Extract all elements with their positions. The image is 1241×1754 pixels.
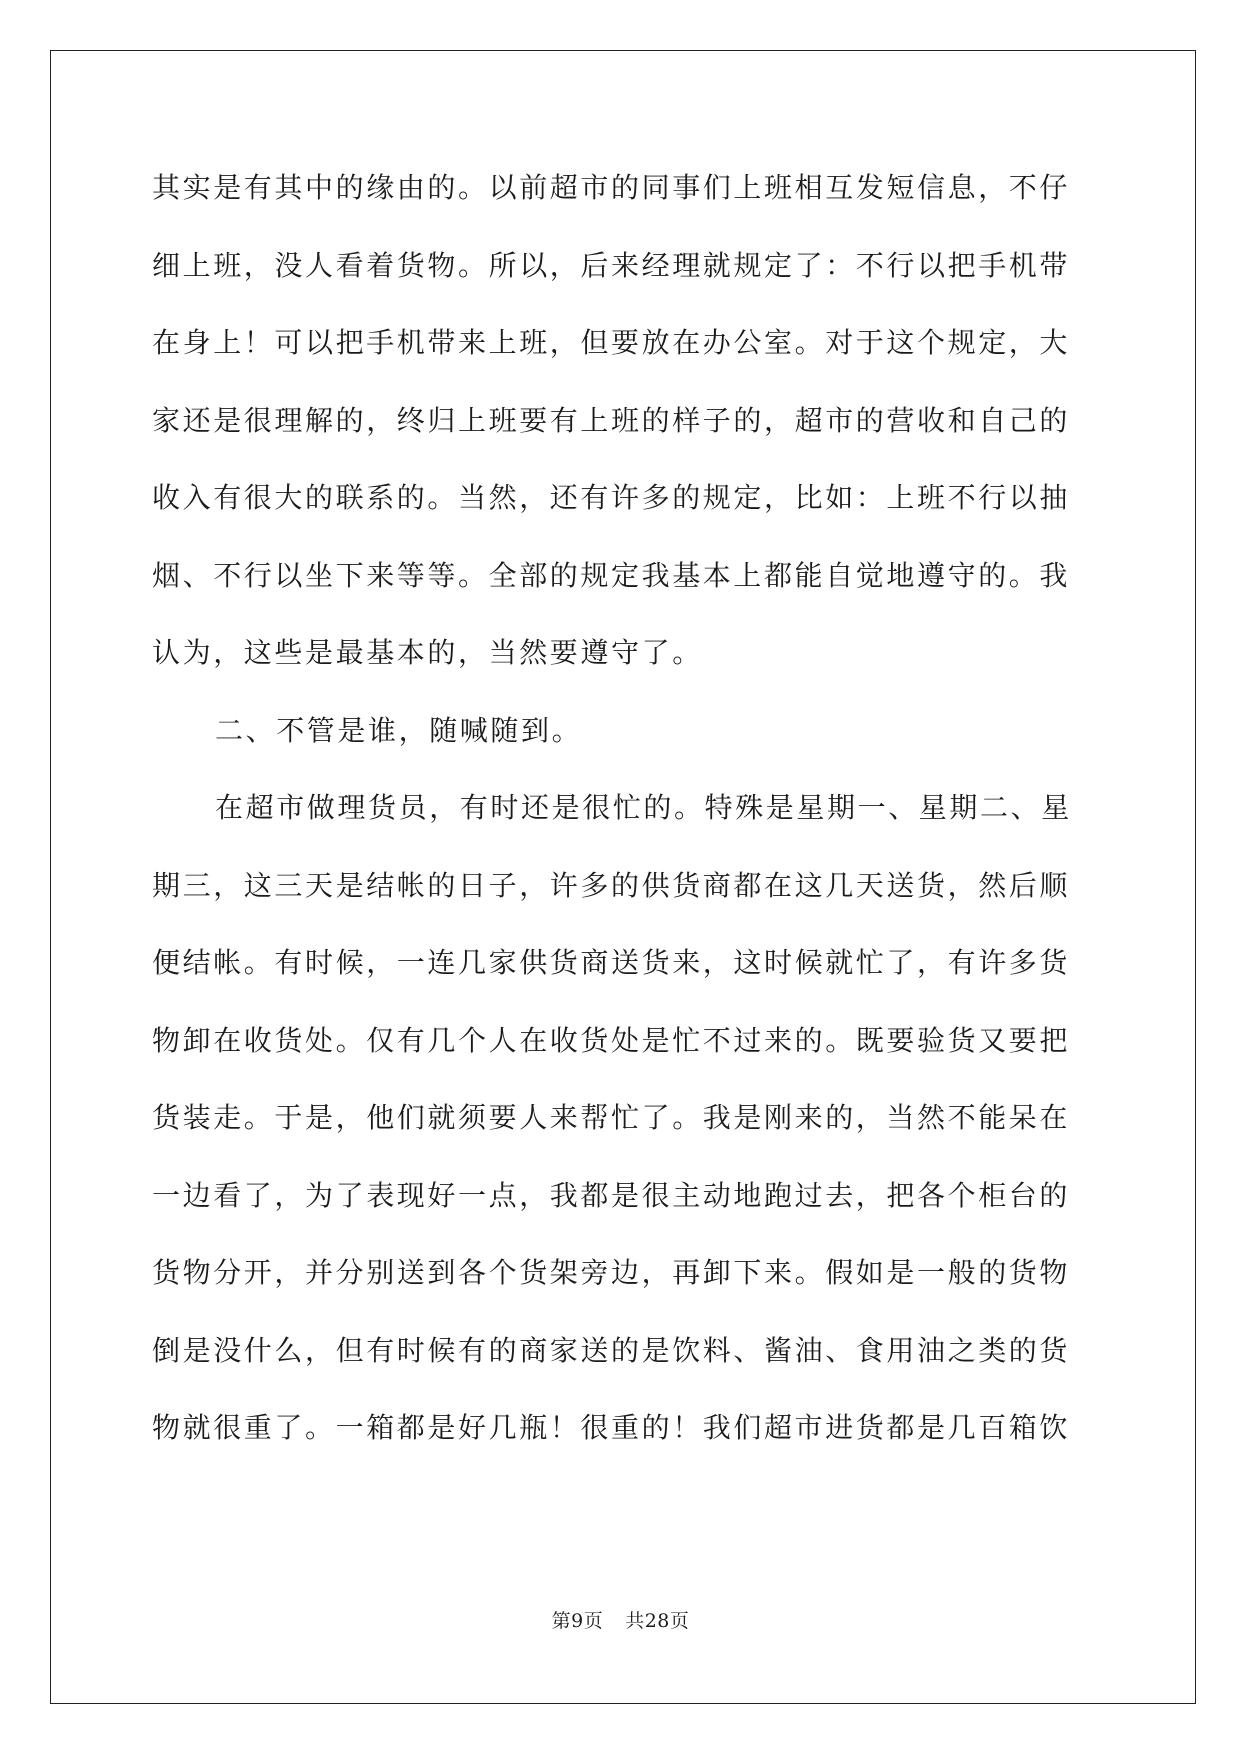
text-line: 货装走。于是，他们就须要人来帮忙了。我是刚来的，当然不能呆在: [152, 1101, 1071, 1134]
text-line: 期三，这三天是结帐的日子，许多的供货商都在这几天送货，然后顺: [152, 868, 1071, 902]
text-line: 细上班，没人看着货物。所以，后来经理就规定了：不行以把手机带: [152, 248, 1071, 282]
paragraph-2: [152, 769, 1088, 847]
section-heading: [152, 692, 1088, 770]
page-footer: [0, 1606, 1241, 1633]
text-line: 物就很重了。一箱都是好几瓶！很重的！我们超市进货都是几百箱饮: [152, 1411, 1071, 1444]
paragraph-1: [152, 149, 1088, 692]
page-number: 第9页: [551, 1610, 604, 1632]
text-line: 便结帐。有时候，一连几家供货商送货来，这时候就忙了，有许多货: [152, 946, 1071, 979]
text-line: 一边看了，为了表现好一点，我都是很主动地跑过去，把各个柜台的: [152, 1178, 1071, 1212]
total-pages: 共28页: [625, 1610, 690, 1632]
text-line: 认为，这些是最基本的，当然要遵守了。: [152, 636, 703, 669]
document-body: [152, 149, 1088, 1467]
text-line: 二、不管是谁，随喊随到。: [215, 713, 583, 747]
text-line: 倒是没什么，但有时候有的商家送的是饮料、酱油、食用油之类的货: [152, 1333, 1071, 1367]
text-line: 家还是很理解的，终归上班要有上班的样子的，超市的营收和自己的: [152, 403, 1071, 437]
text-line: 在超市做理货员，有时还是很忙的。特殊是星期一、星期二、星: [215, 791, 1072, 824]
text-line: 收入有很大的联系的。当然，还有许多的规定，比如：上班不行以抽: [152, 481, 1071, 514]
text-line: 在身上！可以把手机带来上班，但要放在办公室。对于这个规定，大: [152, 326, 1071, 359]
text-line: 其实是有其中的缘由的。以前超市的同事们上班相互发短信息，不仔: [152, 171, 1071, 204]
paragraph-2-continued: [152, 847, 1088, 1467]
text-line: 物卸在收货处。仅有几个人在收货处是忙不过来的。既要验货又要把: [152, 1023, 1071, 1057]
text-line: 货物分开，并分别送到各个货架旁边，再卸下来。假如是一般的货物: [152, 1256, 1071, 1289]
text-line: 烟、不行以坐下来等等。全部的规定我基本上都能自觉地遵守的。我: [152, 558, 1071, 592]
